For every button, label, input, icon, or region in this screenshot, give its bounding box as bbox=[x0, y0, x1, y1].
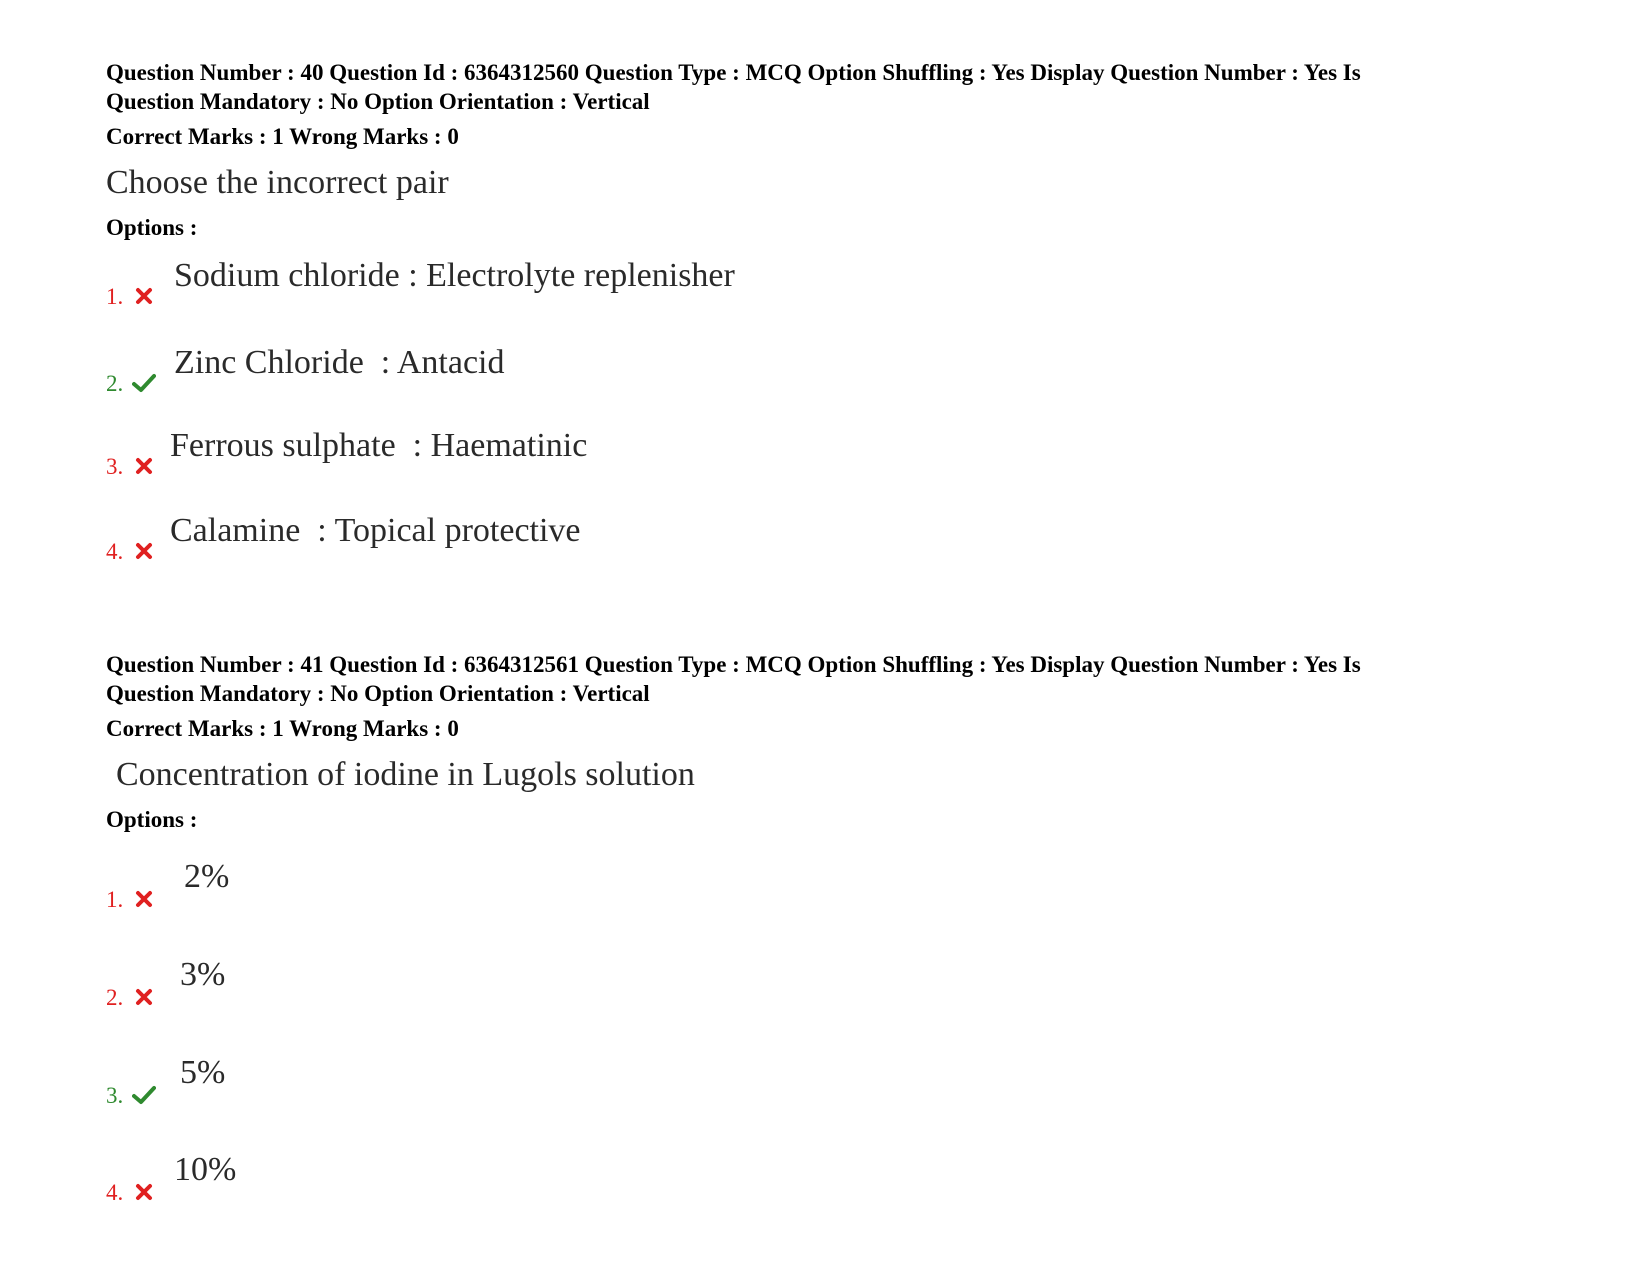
option-number: 1. bbox=[106, 284, 124, 309]
cross-icon bbox=[134, 456, 154, 476]
option-text: 10% bbox=[174, 1151, 237, 1188]
question-block bbox=[106, 58, 1546, 242]
options-label: Options : bbox=[106, 215, 198, 240]
option-text: Zinc Chloride : Antacid bbox=[174, 344, 505, 381]
option-item bbox=[106, 337, 1006, 397]
option-number: 2. bbox=[106, 985, 124, 1010]
question-meta bbox=[106, 58, 1546, 116]
option-text: Calamine : Topical protective bbox=[170, 512, 581, 549]
question-text: Concentration of iodine in Lugols solution bbox=[116, 756, 695, 793]
option-number: 2. bbox=[106, 371, 124, 396]
option-number: 4. bbox=[106, 1180, 124, 1205]
option-item bbox=[106, 250, 1006, 310]
check-icon bbox=[132, 1085, 156, 1105]
question-marks: Correct Marks : 1 Wrong Marks : 0 bbox=[106, 716, 459, 741]
question-meta-line-1: Question Number : 41 Question Id : 6364312561 Question Type : MCQ Option Shuffling : Yes Display Question Number : Yes Is bbox=[106, 652, 1361, 677]
option-number: 4. bbox=[106, 539, 124, 564]
option-item bbox=[106, 951, 1006, 1011]
cross-icon bbox=[134, 889, 154, 909]
option-text: Ferrous sulphate : Haematinic bbox=[170, 427, 588, 464]
cross-icon bbox=[134, 987, 154, 1007]
option-item bbox=[106, 1146, 1006, 1206]
question-marks: Correct Marks : 1 Wrong Marks : 0 bbox=[106, 124, 459, 149]
option-number: 1. bbox=[106, 887, 124, 912]
option-text: 2% bbox=[184, 858, 230, 895]
option-item bbox=[106, 505, 1006, 565]
option-number: 3. bbox=[106, 454, 124, 479]
question-meta-line-1: Question Number : 40 Question Id : 6364312560 Question Type : MCQ Option Shuffling : Yes Display Question Number : Yes Is bbox=[106, 60, 1361, 85]
option-text: 5% bbox=[180, 1054, 226, 1091]
question-meta bbox=[106, 650, 1546, 708]
cross-icon bbox=[134, 541, 154, 561]
question-meta-line-2: Question Mandatory : No Option Orientation : Vertical bbox=[106, 681, 650, 706]
cross-icon bbox=[134, 1182, 154, 1202]
question-block bbox=[106, 650, 1546, 834]
question-text: Choose the incorrect pair bbox=[106, 164, 449, 201]
option-item bbox=[106, 420, 1006, 480]
check-icon bbox=[132, 373, 156, 393]
options-label: Options : bbox=[106, 807, 198, 832]
option-number: 3. bbox=[106, 1083, 124, 1108]
cross-icon bbox=[134, 286, 154, 306]
option-item bbox=[106, 853, 1006, 913]
option-text: Sodium chloride : Electrolyte replenisher bbox=[174, 257, 735, 294]
option-text: 3% bbox=[180, 956, 226, 993]
question-meta-line-2: Question Mandatory : No Option Orientation : Vertical bbox=[106, 89, 650, 114]
option-item bbox=[106, 1049, 1006, 1109]
